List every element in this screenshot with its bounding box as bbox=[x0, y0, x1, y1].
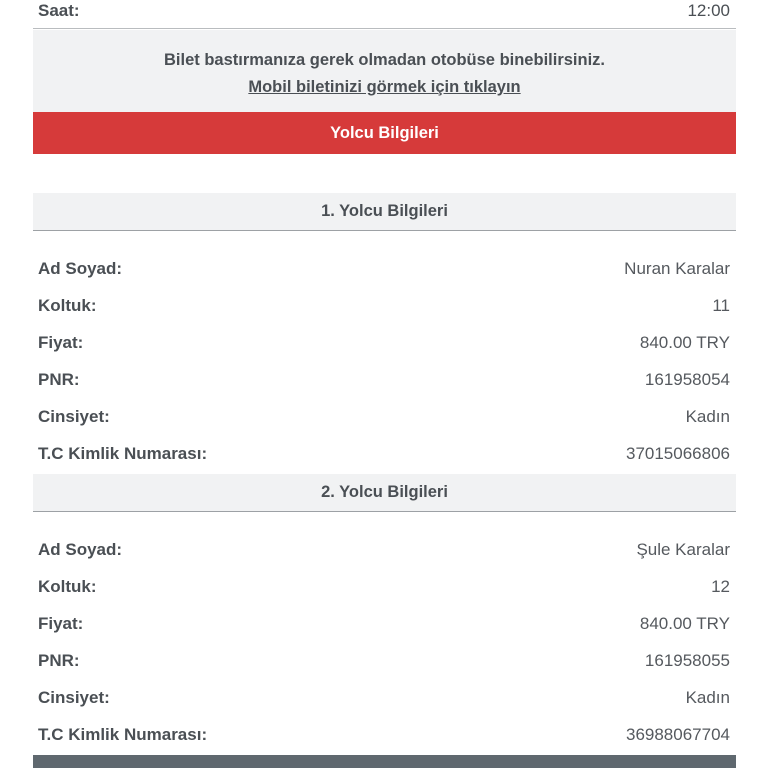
name-label: Ad Soyad: bbox=[38, 539, 123, 559]
time-label: Saat: bbox=[38, 1, 80, 20]
time-row bbox=[33, 0, 736, 29]
passenger-2-name-row bbox=[33, 531, 736, 568]
name-value: Nuran Karalar bbox=[624, 258, 730, 278]
passenger-1-seat-row bbox=[33, 287, 736, 324]
passenger-2-seat-row bbox=[33, 568, 736, 605]
id-number-label: T.C Kimlik Numarası: bbox=[38, 724, 208, 744]
price-value: 840.00 TRY bbox=[639, 332, 730, 352]
seat-value: 11 bbox=[712, 295, 730, 315]
passenger-2-price-row bbox=[33, 605, 736, 642]
mobile-ticket-link[interactable]: Mobil biletinizi görmek için tıklayın bbox=[248, 78, 521, 96]
passenger-2-id-row bbox=[33, 716, 736, 753]
pnr-label: PNR: bbox=[38, 650, 80, 670]
mobile-ticket-notice bbox=[33, 30, 736, 112]
passenger-2-pnr-row bbox=[33, 642, 736, 679]
passenger-1-details bbox=[33, 250, 736, 472]
price-label: Fiyat: bbox=[38, 332, 84, 352]
passenger-1-header-title: 1. Yolcu Bilgileri bbox=[321, 202, 448, 220]
passenger-2-header bbox=[33, 474, 736, 512]
name-label: Ad Soyad: bbox=[38, 258, 123, 278]
id-number-label: T.C Kimlik Numarası: bbox=[38, 443, 208, 463]
notice-message: Bilet bastırmanıza gerek olmadan otobüse binebilirsiniz. bbox=[163, 51, 605, 69]
passenger-1-gender-row bbox=[33, 398, 736, 435]
passenger-1-pnr-row bbox=[33, 361, 736, 398]
seat-value: 12 bbox=[711, 576, 730, 596]
seat-label: Koltuk: bbox=[38, 295, 97, 315]
gender-value: Kadın bbox=[685, 406, 730, 426]
time-value: 12:00 bbox=[687, 1, 730, 20]
passenger-info-banner bbox=[33, 112, 736, 154]
seat-label: Koltuk: bbox=[38, 576, 97, 596]
pnr-label: PNR: bbox=[38, 369, 80, 389]
passenger-info-title: Yolcu Bilgileri bbox=[330, 123, 439, 142]
id-number-value: 37015066806 bbox=[625, 443, 730, 463]
passenger-1-header bbox=[33, 193, 736, 231]
passenger-1-name-row bbox=[33, 250, 736, 287]
id-number-value: 36988067704 bbox=[625, 724, 730, 744]
price-value: 840.00 TRY bbox=[639, 613, 730, 633]
footer-bar bbox=[33, 755, 736, 768]
passenger-1-id-row bbox=[33, 435, 736, 472]
passenger-1-price-row bbox=[33, 324, 736, 361]
pnr-value: 161958054 bbox=[644, 369, 730, 389]
passenger-2-gender-row bbox=[33, 679, 736, 716]
passenger-2-details bbox=[33, 531, 736, 753]
gender-label: Cinsiyet: bbox=[38, 406, 110, 426]
passenger-2-header-title: 2. Yolcu Bilgileri bbox=[321, 483, 448, 501]
price-label: Fiyat: bbox=[38, 613, 84, 633]
pnr-value: 161958055 bbox=[644, 650, 730, 670]
gender-value: Kadın bbox=[685, 687, 730, 707]
name-value: Şule Karalar bbox=[636, 539, 730, 559]
gender-label: Cinsiyet: bbox=[38, 687, 110, 707]
